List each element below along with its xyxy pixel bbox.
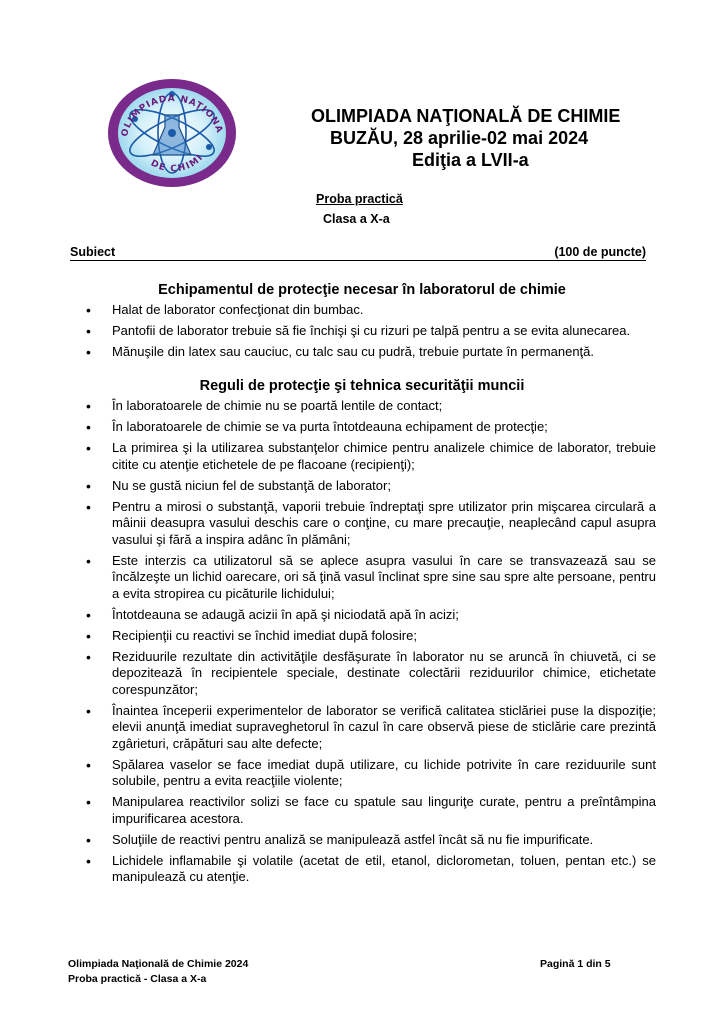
- list-item: • Nu se gustă niciun fel de substanţă de laborator;: [84, 478, 656, 495]
- list-item: • Este interzis ca utilizatorul să se aplece asupra vasului în care se transvazează sau se încălzeşte un lichid oarecare, ori să ţină vasul înclinat spre sine sau spre alte persoane, pentru a evita stropirea cu picăturile lichidului;: [84, 553, 656, 603]
- list-item: • La primirea şi la utilizarea substanţelor chimice pentru analizele chimice de laborator, trebuie citite cu atenţie etichetele de pe flacoane (recipienţi);: [84, 440, 656, 473]
- list-item: • În laboratoarele de chimie se va purta întotdeauna echipament de protecţie;: [84, 419, 656, 436]
- svg-text:OLIMPIADA NAŢIONALĂ: OLIMPIADA NAŢIONA: [120, 94, 225, 138]
- page-number: Pagină 1 din 5: [540, 958, 611, 970]
- rules-section-title: Reguli de protecţie şi tehnica securităţii muncii: [199, 378, 525, 394]
- list-item: • Reziduurile rezultate din activităţile desfăşurate în laborator nu se aruncă în chiuvetă, ci se depozitează în recipientele speciale, destinate colectării reziduurilor chimice, etichetate corespunzător;: [84, 649, 656, 699]
- svg-text:DE CHIMIE: DE CHIMI: [148, 152, 206, 175]
- equipment-list: [84, 302, 656, 365]
- footer-olympiad: Olimpiada Naţională de Chimie 2024: [68, 958, 249, 970]
- edition: Ediţia a LVII-a: [412, 150, 529, 170]
- list-item: • Soluţiile de reactivi pentru analiză se manipulează astfel încât să nu fie impurificate.: [84, 832, 656, 849]
- list-item: • Lichidele inflamabile şi volatile (acetat de etil, etanol, diclorometan, toluen, pentan etc.) se manipulează cu atenţie.: [84, 853, 656, 886]
- logo-emblem-icon: [105, 75, 240, 190]
- equipment-section-title: Echipamentul de protecţie necesar în laboratorul de chimie: [158, 282, 566, 298]
- list-item: • În laboratoarele de chimie nu se poartă lentile de contact;: [84, 398, 656, 415]
- list-item: • Întotdeauna se adaugă acizii în apă şi niciodată apă în acizi;: [84, 607, 656, 624]
- list-item: • Mănuşile din latex sau cauciuc, cu talc sau cu pudră, trebuie purtate în permanenţă.: [84, 344, 656, 361]
- list-item: • Halat de laborator confecţionat din bumbac.: [84, 302, 656, 319]
- place-date: BUZĂU, 28 aprilie-02 mai 2024: [330, 128, 589, 148]
- rules-list: [84, 398, 656, 890]
- list-item: • Spălarea vaselor se face imediat după utilizare, cu lichide potrivite în care reziduurile sunt solubile, pentru a evita reacţiile violente;: [84, 757, 656, 790]
- olympiad-title: OLIMPIADA NAŢIONALĂ DE CHIMIE: [311, 106, 621, 126]
- subject-label: Subiect: [70, 245, 116, 259]
- list-item: • Pentru a mirosi o substanţă, vaporii trebuie îndreptaţi spre utilizator prin mişcarea circulară a mâinii deasupra vasului deschis care o conţine, cu mare precauţie, neaplecând capul asupra vasului şi fără a inspira adânc în plămâni;: [84, 499, 656, 549]
- list-item: • Manipularea reactivilor solizi se face cu spatule sau linguriţe curate, pentru a preîntâmpina impurificarea acestora.: [84, 794, 656, 827]
- proba-label: Proba practică: [316, 192, 403, 206]
- footer-proba: Proba practică - Clasa a X-a: [68, 973, 207, 985]
- list-item: • Pantofii de laborator trebuie să fie închişi şi cu rizuri pe talpă pentru a se evita alunecarea.: [84, 323, 656, 340]
- subject-points: (100 de puncte): [554, 245, 646, 259]
- list-item: • Recipienţii cu reactivi se închid imediat după folosire;: [84, 628, 656, 645]
- olympiad-logo: [105, 75, 240, 190]
- list-item: • Înaintea începerii experimentelor de laborator se verifică calitatea sticlăriei puse la dispoziţie; elevii anunţă imediat supraveghetorul în cazul în care observă piese de sticlărie care prezintă zgârieturi, crăpături sau alte defecte;: [84, 703, 656, 753]
- subject-line: [70, 244, 646, 261]
- clasa-label: Clasa a X-a: [323, 212, 390, 226]
